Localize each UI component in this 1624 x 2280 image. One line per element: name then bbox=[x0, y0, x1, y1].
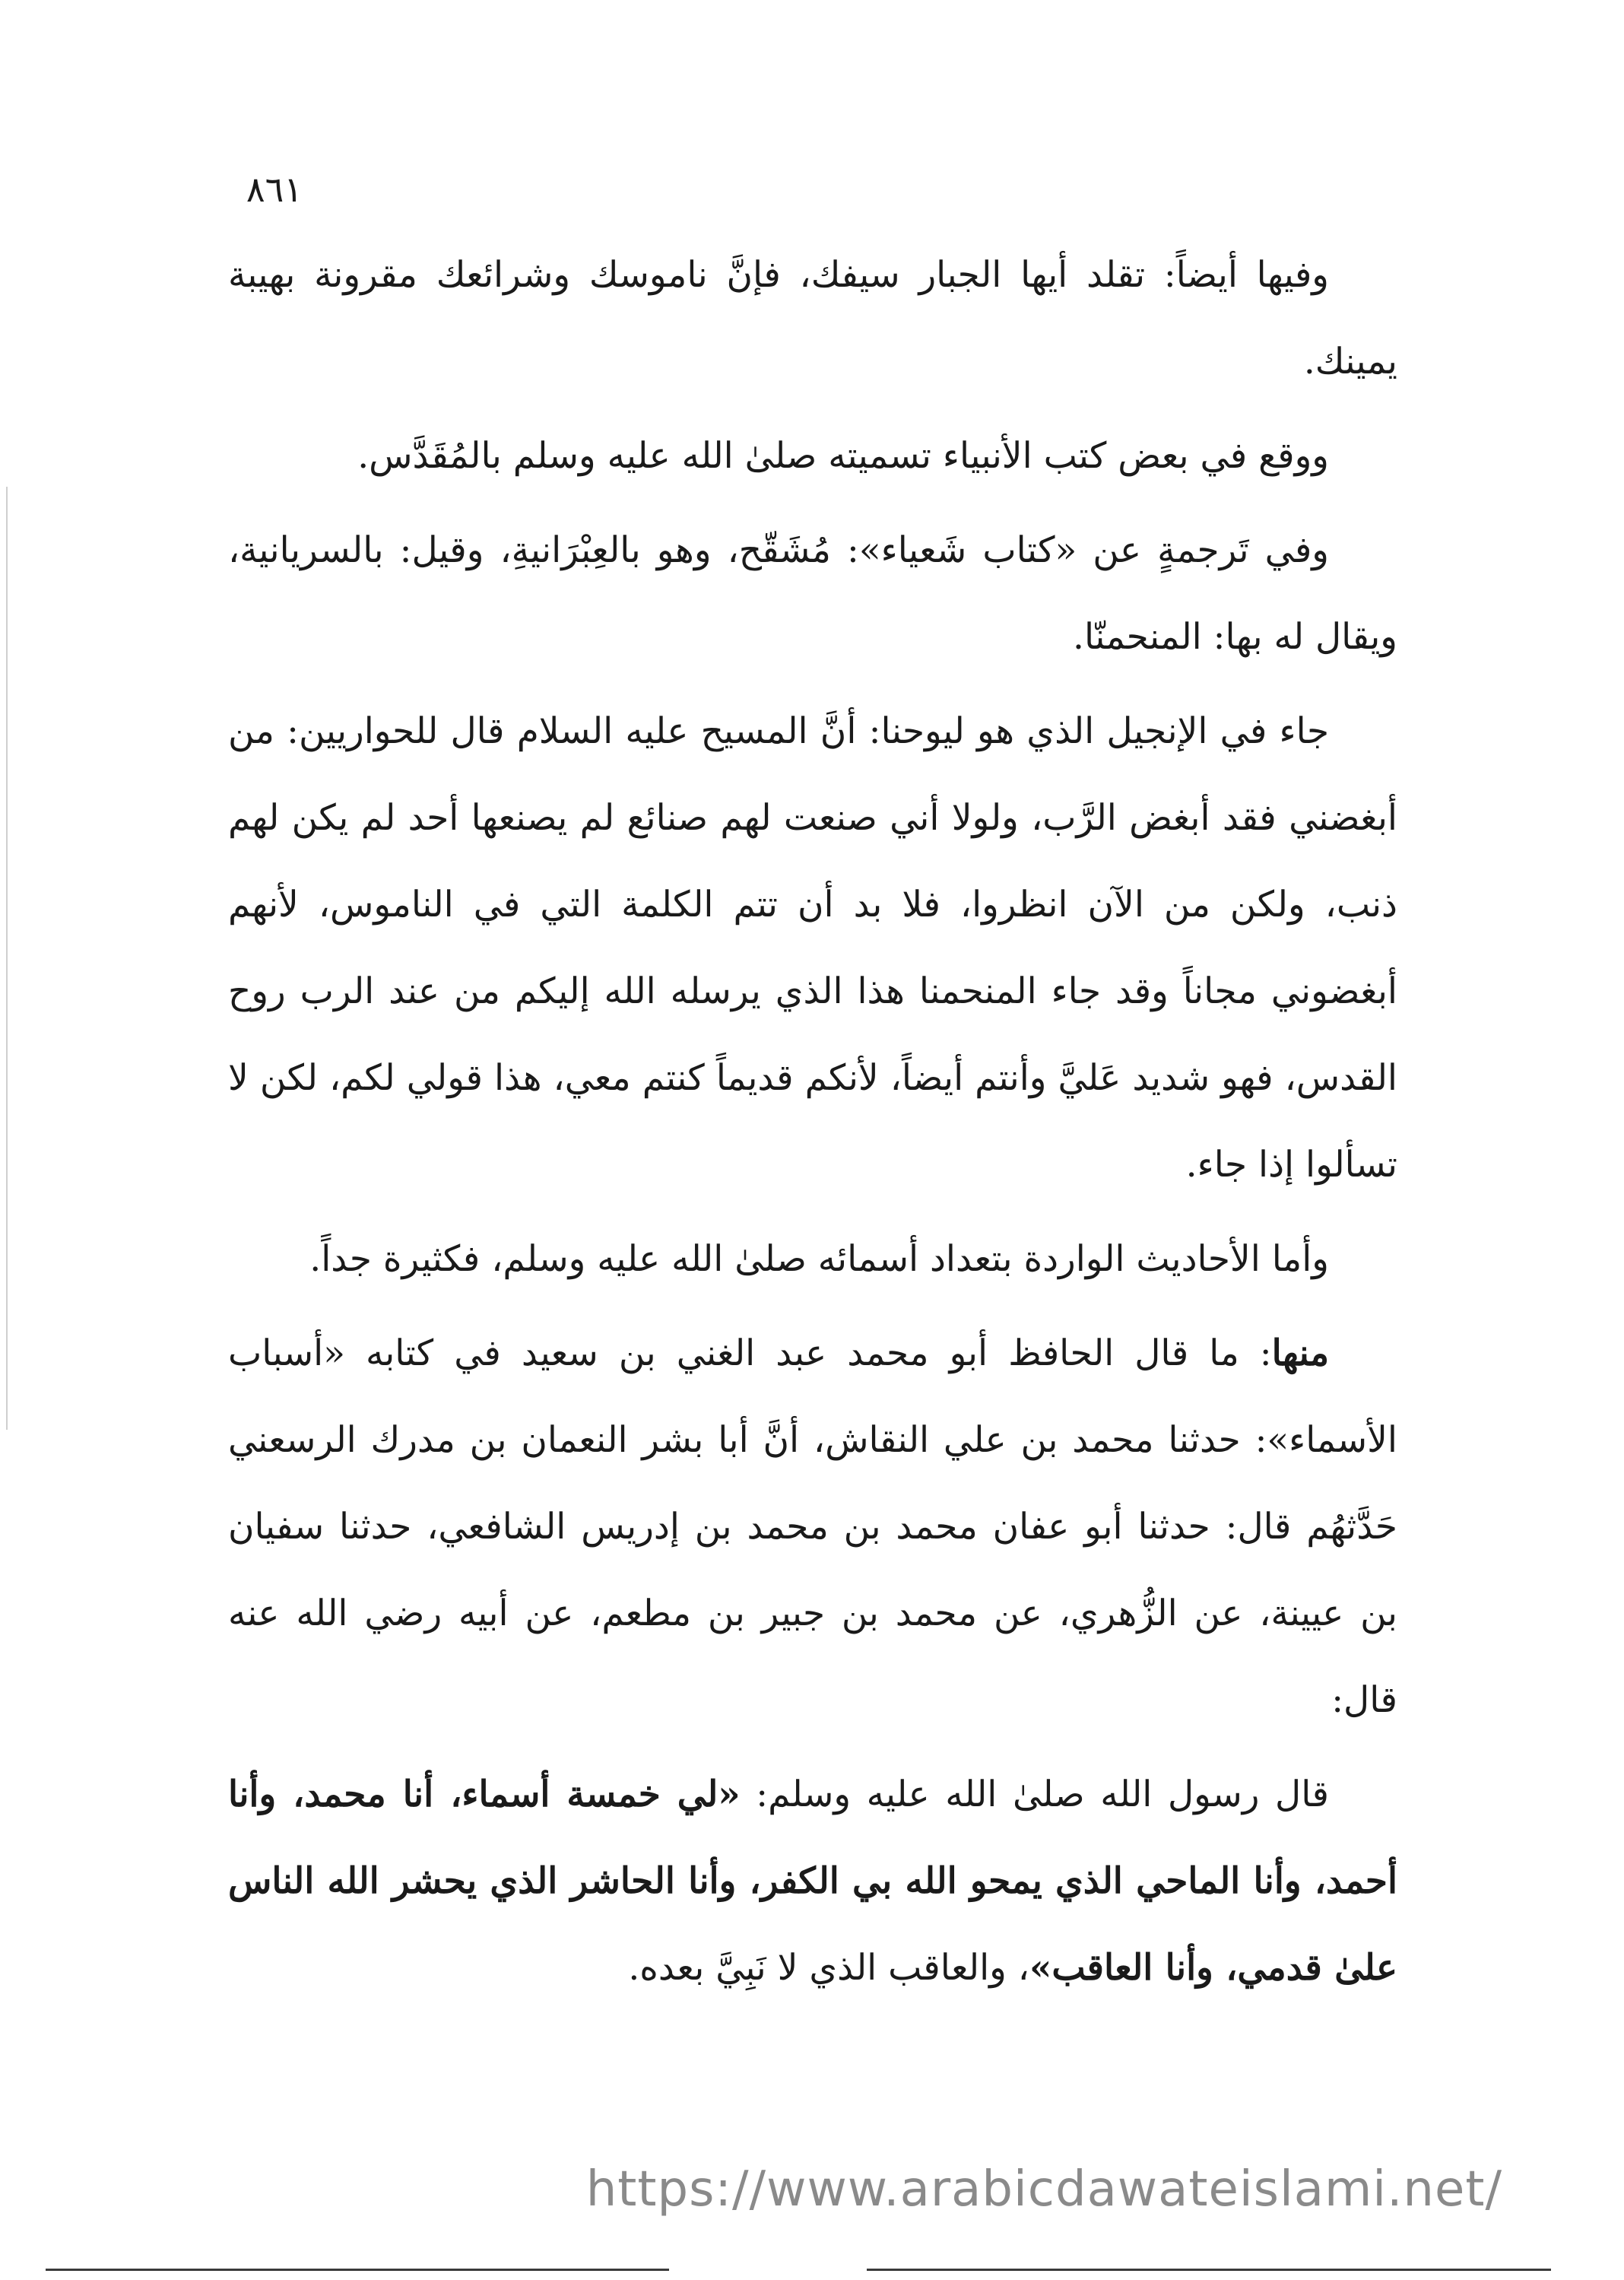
bottom-edge-line-right bbox=[867, 2269, 1551, 2271]
body-text bbox=[228, 232, 1397, 2012]
paragraph-6-text: : ما قال الحافظ أبو محمد عبد الغني بن سعيد في كتابه «أسباب الأسماء»: حدثنا محمد بن علي النقاش، أنَّ أبا بشر النعمان بن مدرك الرسعني حَدَّثهُم قال: حدثنا أبو عفان محمد بن محمد بن إدريس الشافعي، حدثنا سفيان بن عيينة، عن الزُّهري، عن محمد بن جبير بن مطعم، عن أبيه رضي الله عنه قال: bbox=[228, 1332, 1397, 1721]
paragraph-1-text: وفيها أيضاً: تقلد أيها الجبار سيفك، فإنَّ ناموسك وشرائعك مقرونة بهيبة يمينك. bbox=[228, 254, 1397, 383]
paragraph-3-text: وفي تَرجمةٍ عن «كتاب شَعياء»: مُشَقّح، وهو بالعِبْرَانيةِ، وقيل: بالسريانية، ويقال له بها: المنحمنّا. bbox=[228, 529, 1397, 658]
bottom-edge-line-left bbox=[46, 2269, 669, 2271]
paragraph-1 bbox=[228, 232, 1397, 405]
paragraph-4 bbox=[228, 688, 1397, 1208]
hadith-quote: «لي خمسة أسماء، أنا محمد، وأنا أحمد، وأنا الماحي الذي يمحو الله بي الكفر، وأنا الحاشر الذي يحشر الله الناس علىٰ قدمي، وأنا العاقب» bbox=[228, 1774, 1397, 1989]
paragraph-2 bbox=[228, 413, 1397, 500]
scan-edge-line bbox=[6, 487, 8, 1430]
paragraph-6-lead: منها bbox=[1271, 1332, 1329, 1374]
watermark-url: https://www.arabicdawateislami.net/ bbox=[585, 2161, 1502, 2218]
paragraph-3 bbox=[228, 507, 1397, 681]
page-number: ٨٦١ bbox=[246, 169, 303, 210]
paragraph-5 bbox=[228, 1216, 1397, 1303]
paragraph-2-text: ووقع في بعض كتب الأنبياء تسميته صلىٰ الله عليه وسلم بالمُقَدَّس. bbox=[357, 435, 1329, 477]
paragraph-6 bbox=[228, 1310, 1397, 1744]
paragraph-7-intro: قال رسول الله صلىٰ الله عليه وسلم: bbox=[740, 1774, 1329, 1815]
paragraph-5-text: وأما الأحاديث الواردة بتعداد أسمائه صلىٰ الله عليه وسلم، فكثيرة جداً. bbox=[309, 1238, 1329, 1280]
paragraph-7-outro: ، والعاقب الذي لا نَبِيَّ بعده. bbox=[628, 1947, 1029, 1989]
paragraph-4-text: جاء في الإنجيل الذي هو ليوحنا: أنَّ المسيح عليه السلام قال للحواريين: من أبغضني فقد أبغض الرَّب، ولولا أني صنعت لهم صنائع لم يصنعها أحد لم يكن لهم ذنب، ولكن من الآن انظروا، فلا بد أن تتم الكلمة التي في الناموس، لأنهم أبغضوني مجاناً وقد جاء المنحمنا هذا الذي يرسله الله إليكم من عند الرب روح القدس، فهو شديد عَليَّ وأنتم أيضاً، لأنكم قديماً كنتم معي، هذا قولي لكم، لكن لا تسألوا إذا جاء. bbox=[228, 710, 1397, 1186]
paragraph-7 bbox=[228, 1751, 1397, 2012]
